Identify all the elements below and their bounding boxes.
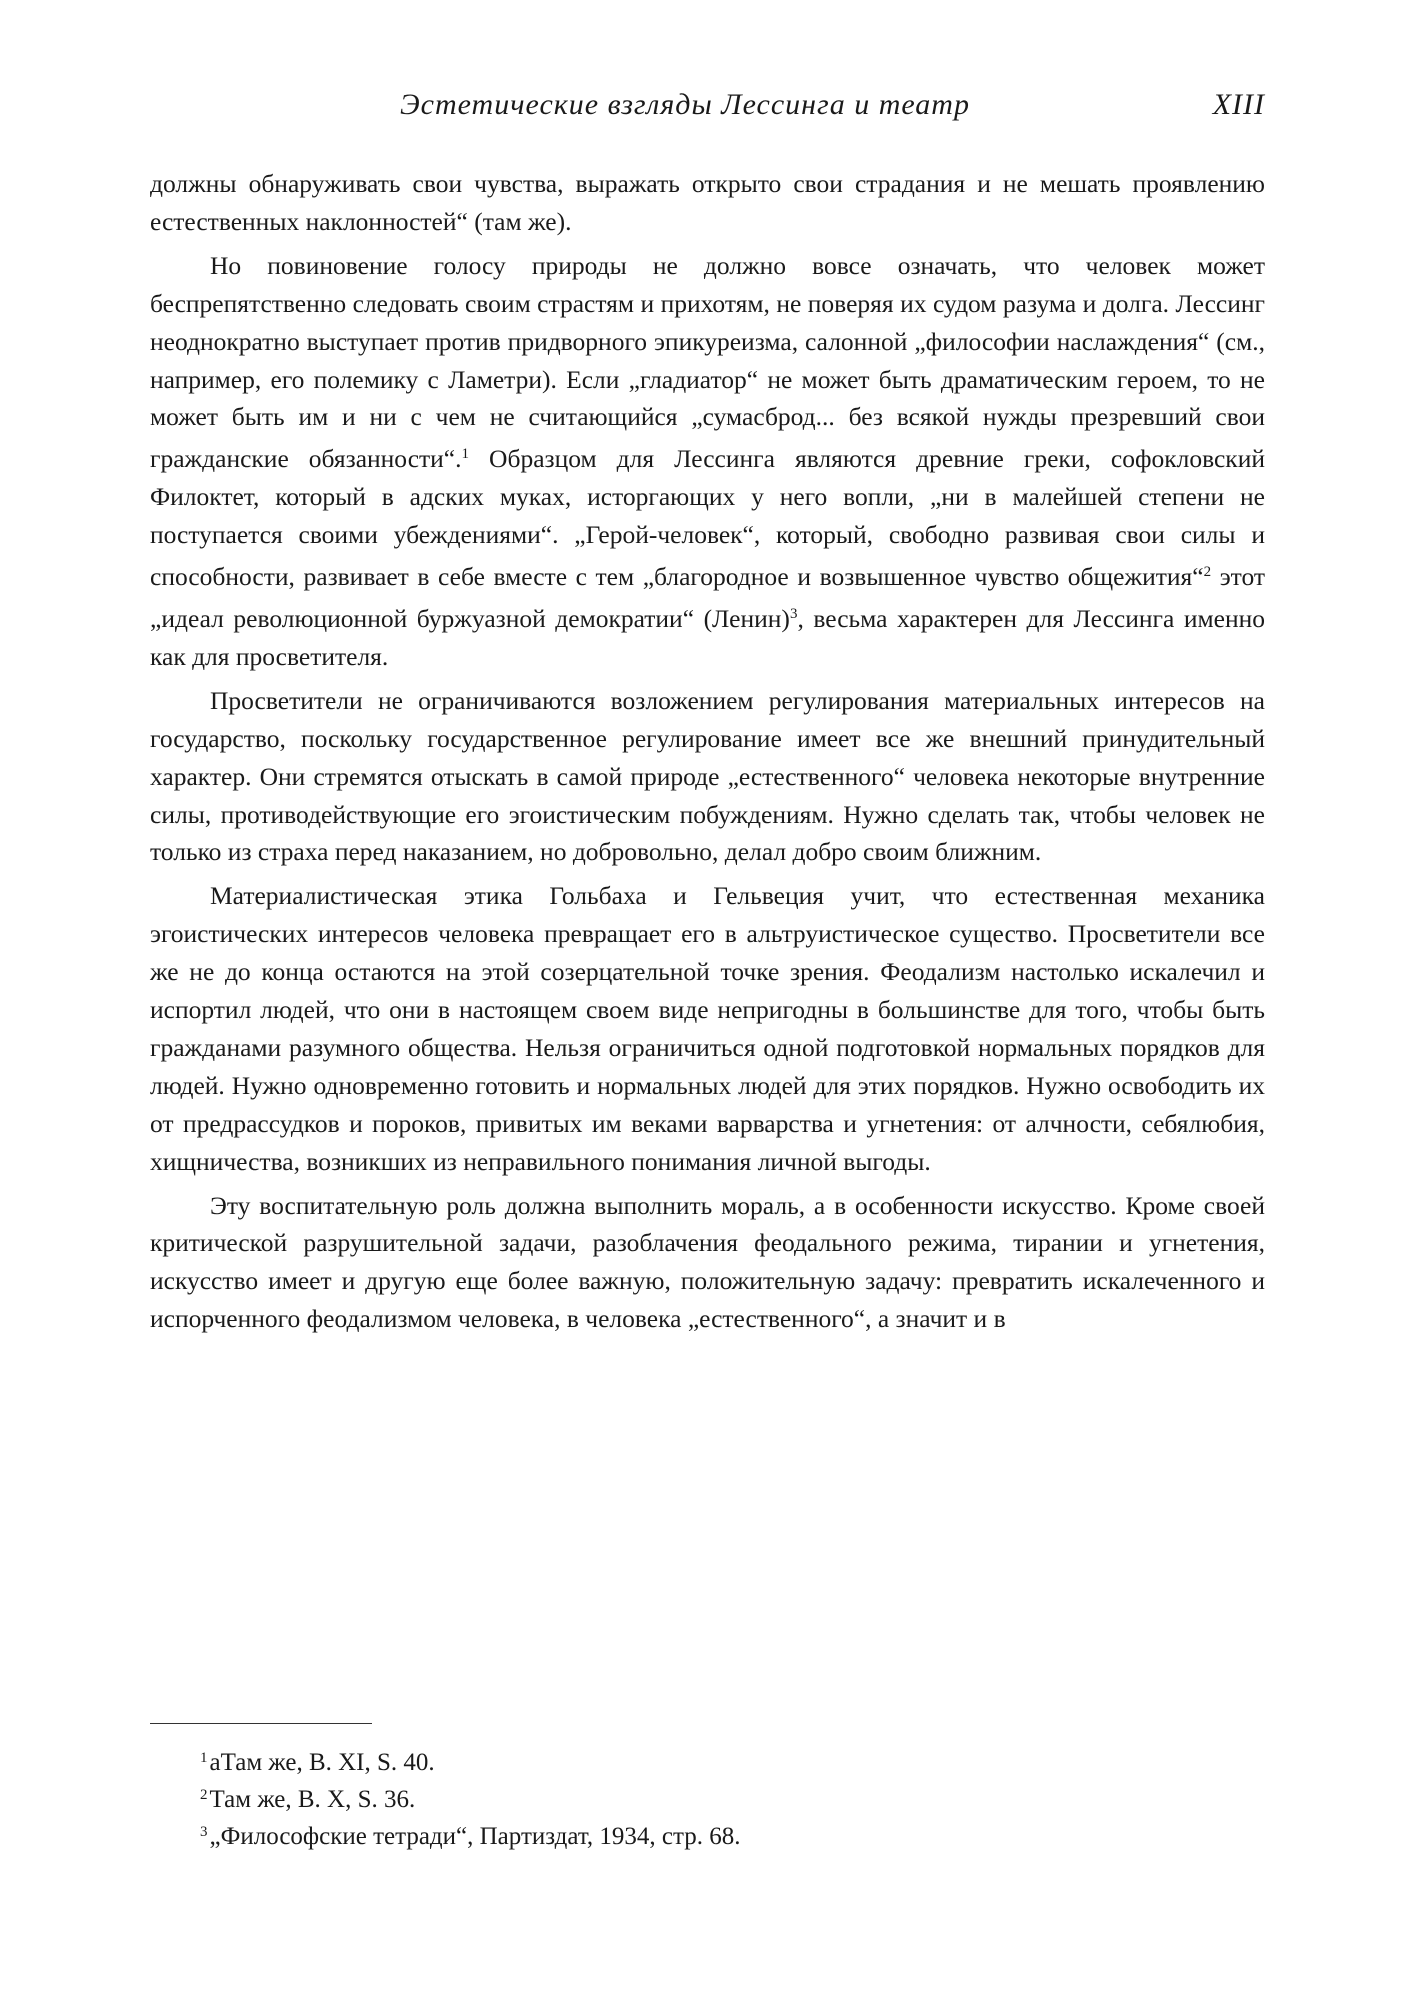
- paragraph-text: Но повиновение голосу природы не должно вовсе означать, что человек может беспрепятственно следовать своим страстям и прихотям, не поверяя их судом разума и долга. Лессинг неоднократно выступает против придворного эпикуреизма, салонной „философии наслаждения“ (см., например, его полемику с Ламетри). Если „гладиатор“ не может быть драматическим героем, то не может быть им и ни с чем не считающийся „сумасброд... без всякой нужды презревший свои гражданские обязанности“.: [150, 250, 1265, 474]
- footnote-reference: 1: [461, 446, 469, 463]
- body-text: [150, 165, 1265, 1344]
- page-number: XIII: [1212, 88, 1265, 121]
- paragraph-text: Просветители не ограничиваются возложением регулирования материальных интересов на государство, поскольку государственное регулирование имеет все же внешний принудительный характер. Они стремятся отыскать в самой природе „естественного“ человека некоторые внутренние силы, противодействующие его эгоистическим побуждениям. Нужно сделать так, чтобы человек не только из страха перед наказанием, но добровольно, делал добро своим ближним.: [150, 685, 1265, 867]
- paragraph: [150, 682, 1265, 872]
- paragraph-text: этот „идеал революционной буржуазной демократии“ (Ленин): [150, 562, 1265, 633]
- paragraph: [150, 1187, 1265, 1339]
- paragraph-text: Образцом для Лессинга являются древние греки, софокловский Филоктет, который в адских муках, исторгающих у него вопли, „ни в малейшей степени не поступается своими убеждениями“. „Герой-человек“, который, свободно развивая свои силы и способности, развивает в себе вместе с тем „благородное и возвышенное чувство общежития“: [150, 444, 1265, 592]
- running-head: [150, 88, 1265, 128]
- paragraph: [150, 165, 1265, 241]
- footnote-text: аТам же, B. XI, S. 40.: [209, 1749, 435, 1776]
- footnote-reference: 3: [789, 605, 798, 622]
- paragraph: [150, 877, 1265, 1180]
- footnote-marker: 1: [200, 1750, 208, 1766]
- footnotes: [200, 1742, 1200, 1853]
- paragraph-text: Эту воспитательную роль должна выполнить мораль, а в особенности искусство. Кроме своей критической разрушительной задачи, разоблачения феодального режима, тирании и угнетения, искусство имеет и другую еще более важную, положительную задачу: превратить искалеченного и испорченного феодализмом человека, в человека „естественного“, а значит и в: [150, 1190, 1265, 1334]
- paragraph-text: должны обнаруживать свои чувства, выражать открыто свои страдания и не мешать проявлению естественных наклонностей“ (там же).: [150, 169, 1265, 236]
- paragraph-text: , весьма характерен для Лессинга именно как для просветителя.: [150, 603, 1265, 671]
- footnote-marker: 3: [200, 1824, 208, 1840]
- footnote-reference: 2: [1203, 564, 1212, 581]
- paragraph: [150, 247, 1265, 676]
- footnote: [200, 1816, 1200, 1853]
- footnote-marker: 2: [200, 1787, 208, 1803]
- footnote: [200, 1742, 1200, 1779]
- footnote-text: Там же, B. X, S. 36.: [209, 1786, 416, 1813]
- footnote: [200, 1779, 1200, 1816]
- footnote-divider: [150, 1723, 372, 1724]
- footnote-text: „Философские тетради“, Партиздат, 1934, стр. 68.: [209, 1823, 741, 1850]
- running-title: Эстетические взгляды Лессинга и театр: [400, 88, 970, 121]
- paragraph-text: Материалистическая этика Гольбаха и Гельвеция учит, что естественная механика эгоистических интересов человека превращает его в альтруистическое существо. Просветители все же не до конца остаются на этой созерцательной точке зрения. Феодализм настолько искалечил и испортил людей, что они в настоящем своем виде непригодны в большинстве для того, чтобы быть гражданами разумного общества. Нельзя ограничиться одной подготовкой нормальных порядков для людей. Нужно одновременно готовить и нормальных людей для этих порядков. Нужно освободить их от предрассудков и пороков, привитых им веками варварства и угнетения: от алчности, себялюбия, хищничества, возникших из неправильного понимания личной выгоды.: [150, 881, 1265, 1176]
